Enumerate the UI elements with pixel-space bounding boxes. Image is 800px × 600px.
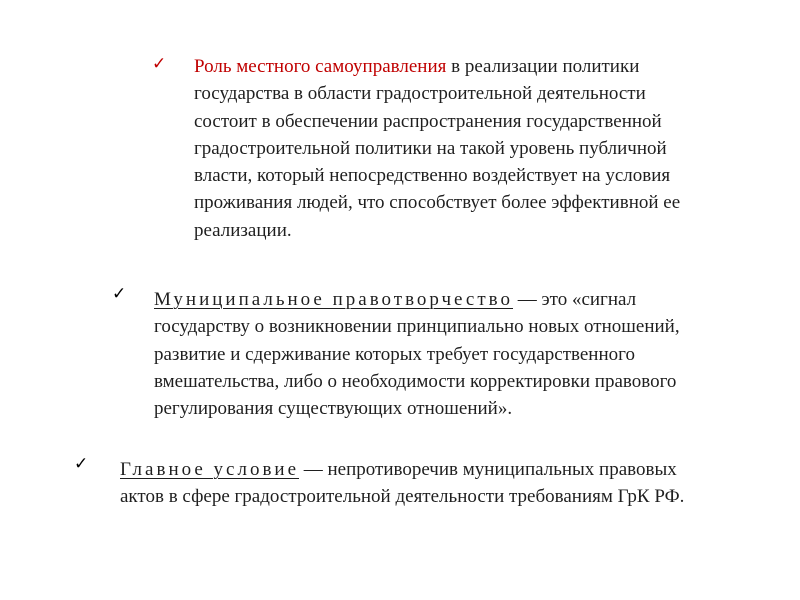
checkmark-icon: ✓ xyxy=(74,454,89,474)
bullet-item-2-text-3: вмешательства, либо о необходимости корректировки правового xyxy=(154,370,677,392)
bullet-item-3-text-0: — непротиворечив муниципальных правовых xyxy=(299,459,677,480)
bullet-item-1-text-2: состоит в обеспечении распространения государственной xyxy=(194,110,662,132)
bullet-item-2-text-0: — это «сигнал xyxy=(513,289,637,310)
bullet-item-1 xyxy=(194,53,774,244)
bullet-item-1-text-0: в реализации политики xyxy=(446,56,640,77)
bullet-item-2-text-4: регулирования существующих отношений». xyxy=(154,398,513,420)
bullet-item-1-lead: Роль местного самоуправления xyxy=(194,56,447,77)
bullet-item-3-line-1 xyxy=(120,456,795,483)
bullet-item-2-lead: Муниципальное правотворчество xyxy=(154,289,513,310)
bullet-item-3-text-1: актов в сфере градостроительной деятельности требованиям ГрК РФ. xyxy=(120,486,685,508)
bullet-item-3-lead: Главное условие xyxy=(120,459,300,480)
bullet-item-1-text-3: градостроительной политики на такой уровень публичной xyxy=(194,137,667,159)
bullet-item-2 xyxy=(154,286,794,422)
bullet-item-1-text-6: реализации. xyxy=(194,219,292,241)
bullet-item-2-line-1 xyxy=(154,286,794,313)
bullet-item-2-text-2: развитие и сдерживание которых требует государственного xyxy=(154,343,635,365)
checkmark-icon: ✓ xyxy=(112,284,127,304)
checkmark-icon: ✓ xyxy=(152,54,167,74)
bullet-item-3 xyxy=(120,456,795,511)
bullet-item-1-text-5: проживания людей, что способствует более эффективной ее xyxy=(194,192,681,214)
bullet-item-1-text-4: власти, который непосредственно воздействует на условия xyxy=(194,165,671,187)
bullet-item-1-line-1 xyxy=(194,53,774,80)
bullet-item-1-text-1: государства в области градостроительной деятельности xyxy=(194,83,646,105)
bullet-item-2-text-1: государству о возникновении принципиально новых отношений, xyxy=(154,316,680,338)
